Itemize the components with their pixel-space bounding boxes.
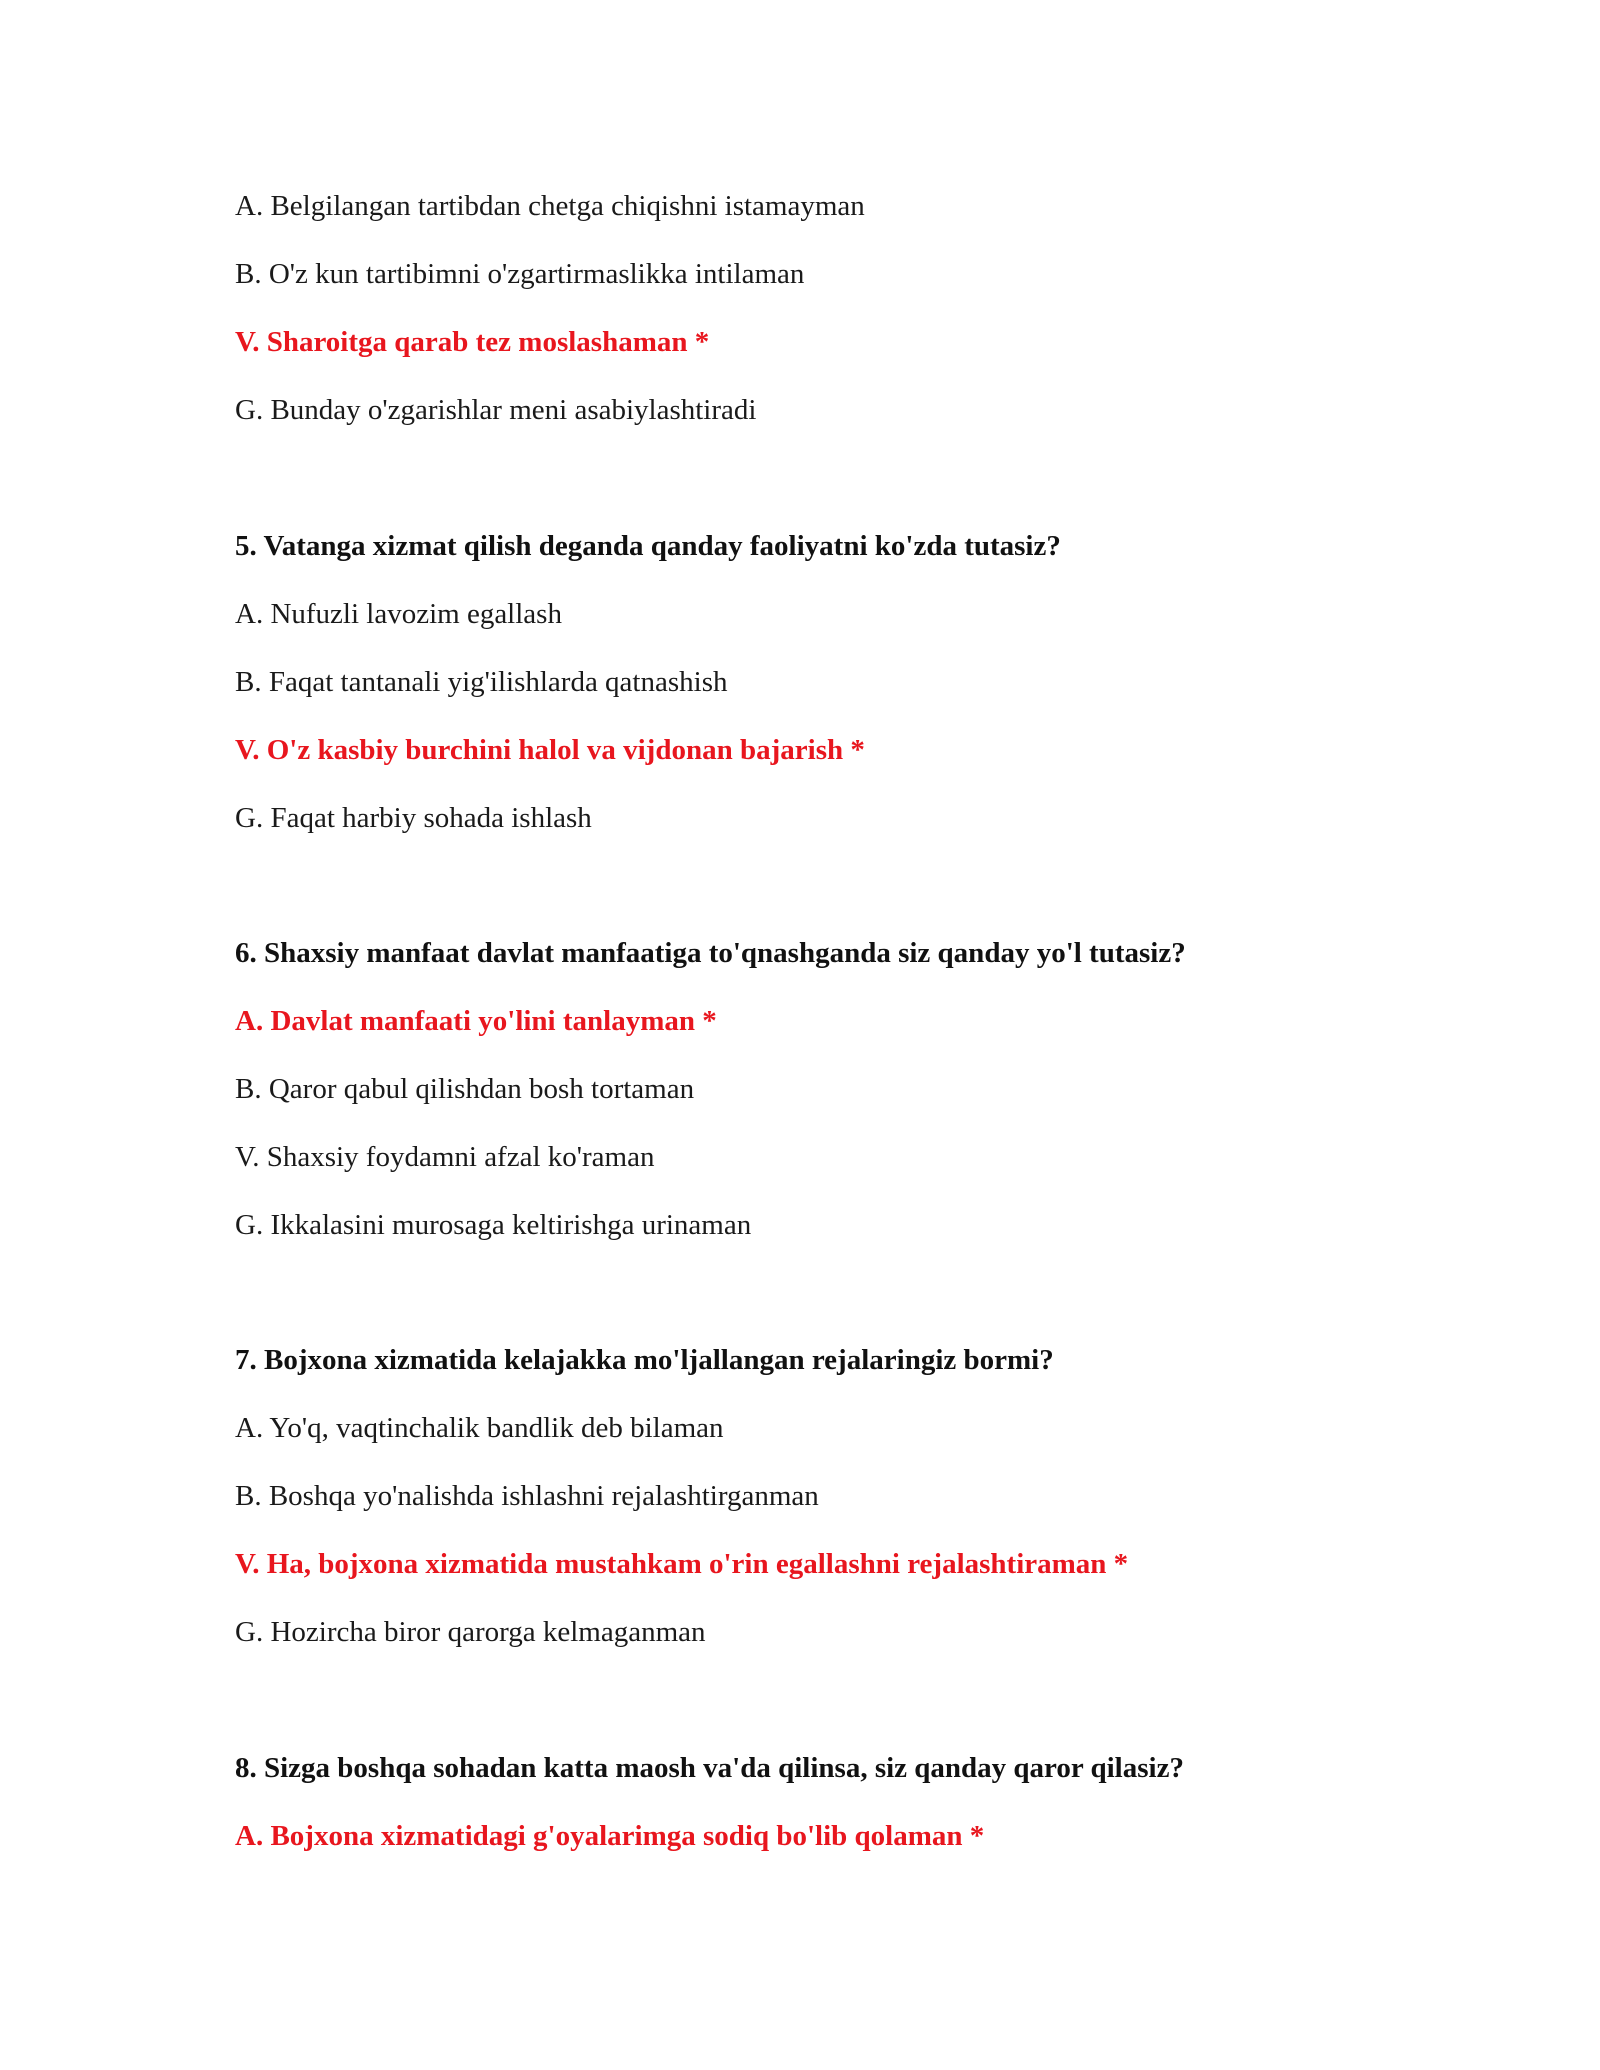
q5-option-b: B. Faqat tantanali yig'ilishlarda qatnashish [235,666,728,698]
q4-option-v-correct: V. Sharoitga qarab tez moslashaman * [235,326,710,358]
q6-option-g: G. Ikkalasini murosaga keltirishga urinaman [235,1209,752,1241]
q7-option-v-correct: V. Ha, bojxona xizmatida mustahkam o'rin egallashni rejalashtiraman * [235,1548,1129,1580]
q7-option-a: A. Yo'q, vaqtinchalik bandlik deb bilaman [235,1412,724,1444]
q5-option-a: A. Nufuzli lavozim egallash [235,598,562,630]
q6-option-a-correct: A. Davlat manfaati yo'lini tanlayman * [235,1005,717,1037]
q4-option-a: A. Belgilangan tartibdan chetga chiqishni istamayman [235,190,865,222]
q5-option-g: G. Faqat harbiy sohada ishlash [235,802,592,834]
q8-question: 8. Sizga boshqa sohadan katta maosh va'da qilinsa, siz qanday qaror qilasiz? [235,1752,1184,1784]
q8-option-a-correct: A. Bojxona xizmatidagi g'oyalarimga sodiq bo'lib qolaman * [235,1820,985,1852]
q6-question: 6. Shaxsiy manfaat davlat manfaatiga to'qnashganda siz qanday yo'l tutasiz? [235,937,1186,969]
q4-option-g: G. Bunday o'zgarishlar meni asabiylashtiradi [235,394,757,426]
q6-option-v: V. Shaxsiy foydamni afzal ko'raman [235,1141,655,1173]
q6-option-b: B. Qaror qabul qilishdan bosh tortaman [235,1073,695,1105]
q5-option-v-correct: V. O'z kasbiy burchini halol va vijdonan bajarish * [235,734,865,766]
q7-question: 7. Bojxona xizmatida kelajakka mo'ljallangan rejalaringiz bormi? [235,1344,1054,1376]
q7-option-g: G. Hozircha biror qarorga kelmaganman [235,1616,706,1648]
q7-option-b: B. Boshqa yo'nalishda ishlashni rejalashtirganman [235,1480,819,1512]
q5-question: 5. Vatanga xizmat qilish deganda qanday faoliyatni ko'zda tutasiz? [235,530,1061,562]
q4-option-b: B. O'z kun tartibimni o'zgartirmaslikka intilaman [235,258,805,290]
